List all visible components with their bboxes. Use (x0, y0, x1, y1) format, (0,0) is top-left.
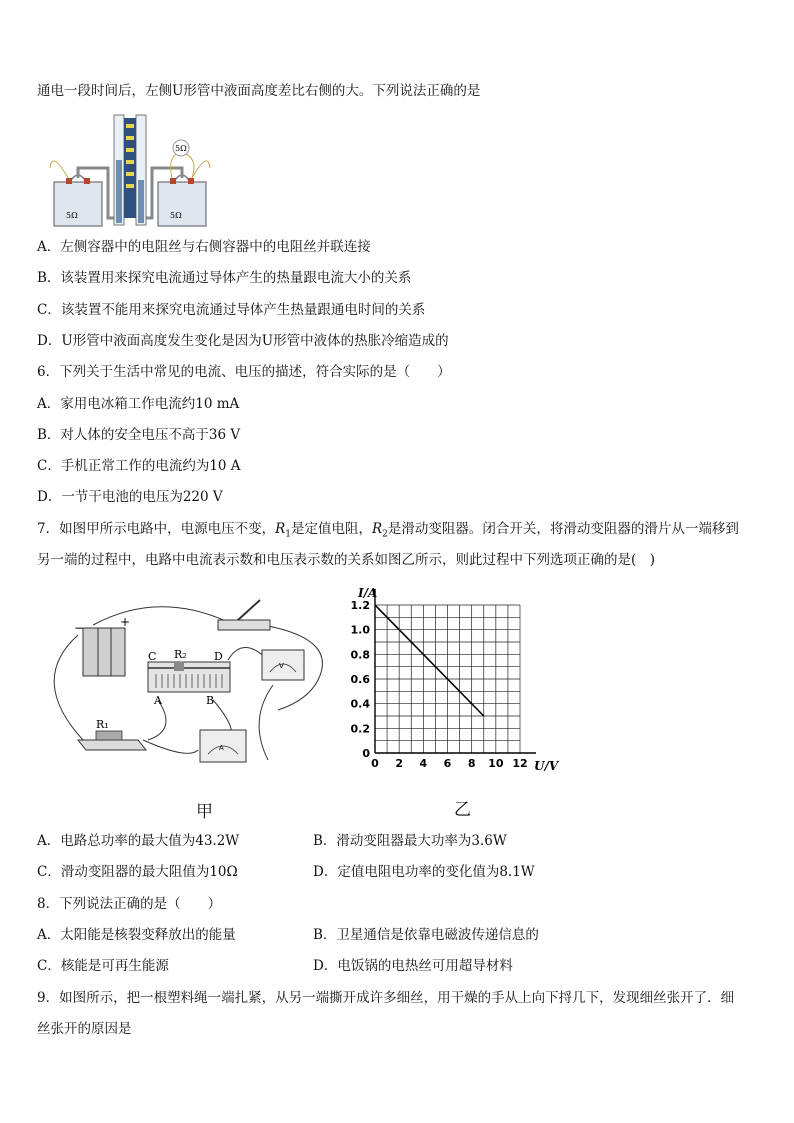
rheostat-b-label: B (206, 694, 215, 707)
x-tick-label: 6 (443, 757, 452, 770)
x-tick-label: 8 (467, 757, 476, 770)
chart-xlabel: U/V (534, 759, 559, 773)
chart-ylabel: I/A (358, 586, 378, 600)
joule-heating-apparatus (40, 110, 220, 230)
q7-option-d: D．定值电阻电功率的变化值为8.1W (313, 864, 535, 880)
chart-series (375, 605, 484, 716)
y-tick-label: 0.8 (350, 648, 370, 662)
y-tick-label: 0.4 (350, 697, 370, 711)
q7-option-a: A．电路总功率的最大值为43.2W (37, 833, 240, 849)
q6-stem: 6．下列关于生活中常见的电流、电压的描述，符合实际的是（ ） (37, 364, 451, 380)
x-tick-label: 12 (512, 757, 528, 770)
r1-subscript: 1 (285, 529, 291, 540)
r2-subscript: 2 (382, 529, 388, 540)
y-tick-label: 0.6 (350, 673, 370, 686)
q6-option-d: D．一节干电池的电压为220 V (37, 489, 223, 505)
q5-intro: 通电一段时间后，左侧U形管中液面高度差比右侧的大。下列说法正确的是 (37, 83, 481, 99)
x-tick-label: 2 (395, 757, 403, 770)
q9-line2: 丝张开的原因是 (37, 1021, 132, 1037)
r1-label: R₁ (96, 718, 109, 731)
svg-text:A: A (219, 744, 224, 752)
caption-jia: 甲 (196, 802, 213, 822)
y-tick-label: 1.0 (350, 623, 370, 637)
q5-option-b: B．该装置用来探究电流通过导体产生的热量跟电流大小的关系 (37, 270, 412, 286)
battery-minus-label: − (74, 621, 85, 635)
q7-stem-line1 (37, 520, 739, 544)
y-tick-label: 1.2 (350, 599, 370, 612)
q7-option-b: B．滑动变阻器最大功率为3.6W (313, 833, 507, 849)
chart-ticks (351, 599, 528, 770)
q7-stem-part-c: 是滑动变阻器。闭合开关，将滑动变阻器的滑片从一端移到 (387, 521, 739, 537)
svg-text:V: V (279, 662, 284, 670)
right-resistor-label: 5Ω (170, 211, 182, 220)
q7-stem-part-b: 是定值电阻， (291, 521, 372, 537)
q5-option-d: D．U形管中液面高度发生变化是因为U形管中液体的热胀冷缩造成的 (37, 333, 449, 349)
chart-grid (375, 589, 536, 753)
q5-option-a: A．左侧容器中的电阻丝与右侧容器中的电阻丝并联连接 (37, 239, 371, 255)
q8-option-d: D．电饭锅的电热丝可用超导材料 (313, 958, 513, 974)
q8-option-a: A．太阳能是核裂变释放出的能量 (37, 927, 236, 943)
r2-symbol: R (372, 521, 383, 537)
x-tick-label: 0 (371, 757, 379, 770)
rheostat-r2-label: R₂ (174, 648, 187, 661)
x-tick-label: 4 (419, 757, 428, 770)
q9-line1: 9．如图所示，把一根塑料绳一端扎紧，从另一端撕开成许多细丝，用干燥的手从上向下捋几下，发现细丝张开了．细 (37, 990, 735, 1006)
q7-stem-line2: 另一端的过程中，电路中电流表示数和电压表示数的关系如图乙所示，则此过程中下列选项正确的是( ) (37, 552, 656, 568)
q7-option-c: C．滑动变阻器的最大阻值为10Ω (37, 864, 238, 880)
rheostat-c-label: C (148, 650, 157, 663)
x-tick-label: 10 (488, 757, 504, 770)
q6-option-c: C．手机正常工作的电流约为10 A (37, 458, 241, 474)
y-tick-label: 0.2 (350, 722, 370, 736)
y-tick-label: 0 (362, 747, 370, 760)
left-resistor-label: 5Ω (66, 211, 78, 220)
circuit-diagram (38, 590, 328, 775)
rheostat-a-label: A (154, 694, 162, 707)
q6-option-b: B．对人体的安全电压不高于36 V (37, 427, 241, 443)
caption-yi: 乙 (454, 800, 471, 820)
top-resistor-label: 5Ω (175, 144, 187, 153)
q7-stem-part-a: 7．如图甲所示电路中，电源电压不变， (37, 521, 276, 537)
q8-option-c: C．核能是可再生能源 (37, 958, 169, 974)
q8-stem: 8．下列说法正确的是（ ） (37, 896, 222, 912)
iu-graph (340, 585, 559, 775)
rheostat-d-label: D (214, 650, 223, 663)
series-line (375, 605, 484, 716)
q8-option-b: B．卫星通信是依靠电磁波传递信息的 (313, 927, 539, 943)
r1-symbol: R (275, 521, 286, 537)
battery-plus-label: + (120, 615, 131, 629)
q6-option-a: A．家用电冰箱工作电流约10 mA (37, 396, 240, 412)
q5-option-c: C．该装置不能用来探究电流通过导体产生热量跟通电时间的关系 (37, 302, 426, 318)
